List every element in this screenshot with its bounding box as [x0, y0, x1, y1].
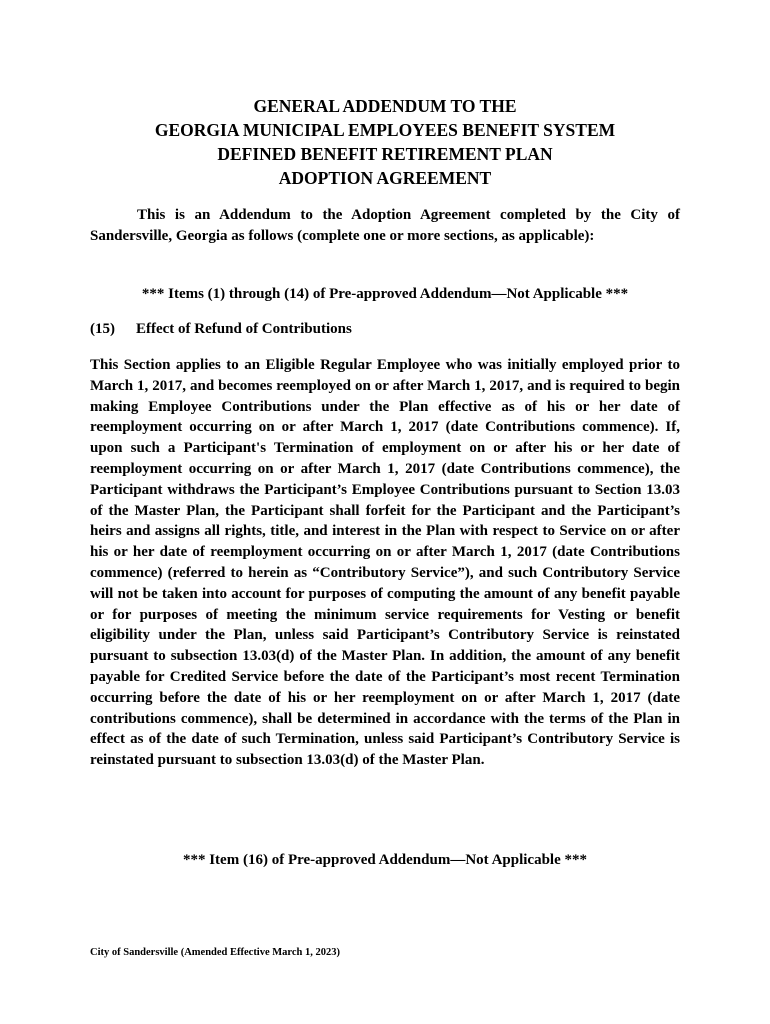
section-title: Effect of Refund of Contributions — [136, 321, 352, 337]
title-line-2: GEORGIA MUNICIPAL EMPLOYEES BENEFIT SYSTEM — [154, 120, 616, 140]
title-line-1: GENERAL ADDENDUM TO THE — [253, 96, 517, 116]
not-applicable-notice-items-1-14: *** Items (1) through (14) of Pre-approved Addendum—Not Applicable *** — [141, 286, 629, 302]
section-number: (15) — [90, 321, 115, 337]
title-line-3: DEFINED BENEFIT RETIREMENT PLAN — [217, 144, 553, 164]
section-15-heading — [90, 319, 680, 339]
title-line-4: ADOPTION AGREEMENT — [278, 168, 492, 188]
section-15-body: This Section applies to an Eligible Regular Employee who was initially employed prior to March 1, 2017, and becomes reemployed on or after March 1, 2017, and is required to begin making Employee Contributions under the Plan effective as of his or her date of reemployment occurring on or after March 1, 2017 (date Contributions commence). If, upon such a Participant's Termination of employment on or after his or her date of reemployment occurring on or after March 1, 2017 (date Contributions commence), the Participant withdraws the Participant’s Employee Contributions pursuant to Section 13.03 of the Master Plan, the Participant shall forfeit for the Participant and the Participant’s heirs and assigns all rights, title, and interest in the Plan with respect to Service on or after his or her date of reemployment occurring on or after March 1, 2017 (date Contributions commence) (referred to herein as “Contributory Service”), and such Contributory Service will not be taken into account for purposes of computing the amount of any benefit payable or for purposes of meeting the minimum service requirements for Vesting or benefit eligibility under the Plan, unless said Participant’s Contributory Service is reinstated pursuant to subsection 13.03(d) of the Master Plan. In addition, the amount of any benefit payable for Credited Service before the date of the Participant’s most recent Termination occurring before the date of his or her reemployment on or after March 1, 2017 (date contributions commence), shall be determined in accordance with the terms of the Plan in effect as of the date of such Termination, unless said Participant’s Contributory Service is reinstated pursuant to subsection 13.03(d) of the Master Plan. — [90, 357, 680, 769]
page-footer: City of Sandersville (Amended Effective March 1, 2023) — [90, 947, 341, 958]
document-title — [90, 94, 680, 190]
not-applicable-notice-item-16: *** Item (16) of Pre-approved Addendum—Not Applicable *** — [182, 852, 588, 868]
intro-paragraph: This is an Addendum to the Adoption Agreement completed by the City of Sandersville, Georgia as follows (complete one or more sections, as applicable): — [90, 207, 680, 244]
